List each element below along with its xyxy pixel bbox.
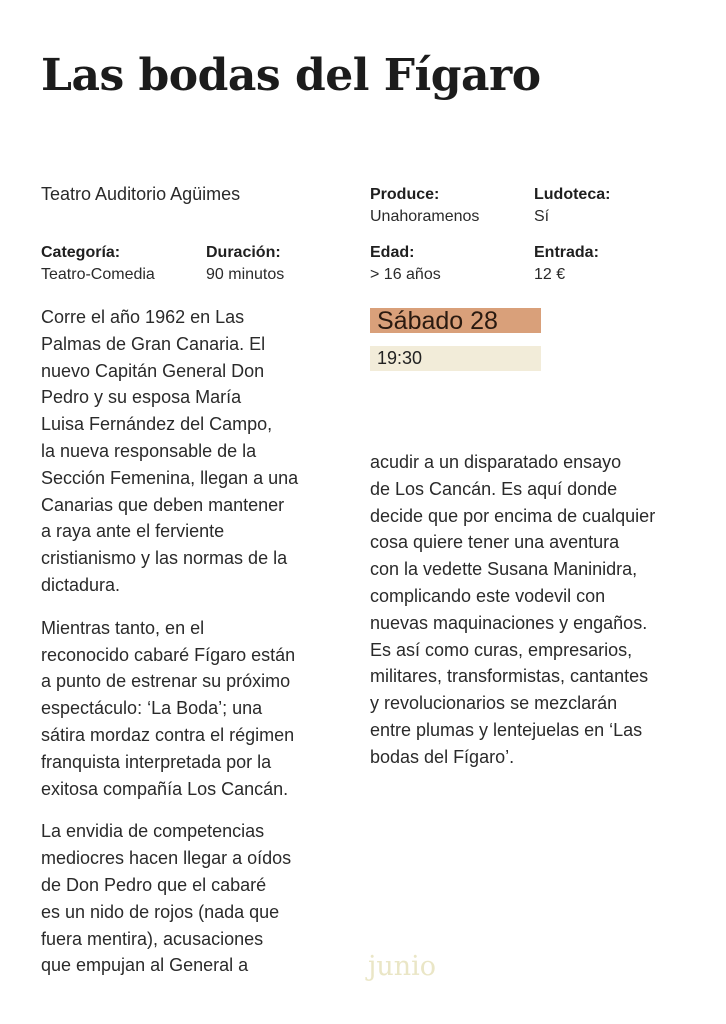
month-label: junio: [368, 951, 437, 982]
text-line: Luisa Fernández del Campo,: [41, 414, 273, 435]
text-line: cosa quiere tener una aventura: [370, 532, 620, 553]
text-line: que empujan al General a: [41, 955, 249, 976]
text-line: exitosa compañía Los Cancán.: [41, 778, 289, 799]
text-line: cristianismo y las normas de la: [41, 548, 288, 569]
text-line: franquista interpretada por la: [41, 751, 272, 772]
text-line: Pedro y su esposa María: [41, 387, 242, 408]
text-line: nuevo Capitán General Don: [41, 360, 265, 381]
text-line: decide que por encima de cualquier: [370, 505, 656, 526]
text-line: nuevas maquinaciones y engaños.: [370, 612, 648, 633]
text-line: la nueva responsable de la: [41, 440, 257, 461]
text-line: Mientras tanto, en el: [41, 617, 205, 638]
venue-name: Teatro Auditorio Agüimes: [41, 184, 241, 204]
entrada-label: Entrada:: [534, 244, 599, 261]
text-line: La envidia de competencias: [41, 821, 265, 842]
text-line: Palmas de Gran Canaria. El: [41, 333, 266, 354]
text-line: complicando este vodevil con: [370, 585, 606, 606]
text-line: bodas del Fígaro’.: [370, 746, 515, 767]
text-line: con la vedette Susana Maninidra,: [370, 559, 638, 580]
text-line: dictadura.: [41, 574, 121, 595]
text-line: a punto de estrenar su próximo: [41, 671, 291, 692]
text-line: Canarias que deben mantener: [41, 494, 285, 515]
synopsis-right-column: [370, 449, 710, 787]
produce-label: Produce:: [370, 186, 440, 203]
duracion-label: Duración:: [206, 244, 281, 261]
entrada-value: 12 €: [534, 266, 566, 283]
text-line: fuera mentira), acusaciones: [41, 928, 264, 949]
ludoteca-label: Ludoteca:: [534, 186, 611, 203]
text-line: Es así como curas, empresarios,: [370, 639, 633, 660]
produce-value: Unahoramenos: [370, 208, 480, 225]
text-line: de Don Pedro que el cabaré: [41, 874, 267, 895]
categoria-value: Teatro-Comedia: [41, 266, 155, 283]
meta-entrada: [534, 242, 599, 286]
edad-label: Edad:: [370, 244, 415, 261]
text-line: mediocres hacen llegar a oídos: [41, 848, 292, 869]
text-line: Sección Femenina, llegan a una: [41, 467, 299, 488]
meta-edad: [370, 242, 441, 286]
text-line: sátira mordaz contra el régimen: [41, 724, 295, 745]
text-line: a raya ante el ferviente: [41, 521, 225, 542]
text-line: de Los Cancán. Es aquí donde: [370, 478, 618, 499]
text-line: espectáculo: ‘La Boda’; una: [41, 698, 263, 719]
synopsis-left-column: [41, 304, 341, 995]
page-title: Las bodas del Fígaro: [41, 50, 541, 101]
performance-day: Sábado 28: [370, 308, 541, 333]
text-line: es un nido de rojos (nada que: [41, 901, 280, 922]
meta-produce: [370, 184, 479, 228]
performance-time: 19:30: [370, 346, 541, 371]
synopsis-paragraph-1: [41, 304, 341, 599]
meta-categoria: [41, 242, 155, 286]
text-line: y revolucionarios se mezclarán: [370, 693, 618, 714]
categoria-label: Categoría:: [41, 244, 121, 261]
synopsis-paragraph-4: [370, 449, 710, 771]
text-line: acudir a un disparatado ensayo: [370, 452, 622, 472]
meta-ludoteca: [534, 184, 610, 228]
duracion-value: 90 minutos: [206, 266, 285, 283]
text-line: militares, transformistas, cantantes: [370, 666, 649, 687]
text-line: reconocido cabaré Fígaro están: [41, 644, 296, 665]
text-line: entre plumas y lentejuelas en ‘Las: [370, 719, 643, 740]
text-line: Corre el año 1962 en Las: [41, 307, 245, 327]
meta-duracion: [206, 242, 284, 286]
synopsis-paragraph-2: [41, 615, 341, 803]
ludoteca-value: Sí: [534, 208, 550, 225]
synopsis-paragraph-3: [41, 818, 341, 979]
edad-value: > 16 años: [370, 266, 441, 283]
